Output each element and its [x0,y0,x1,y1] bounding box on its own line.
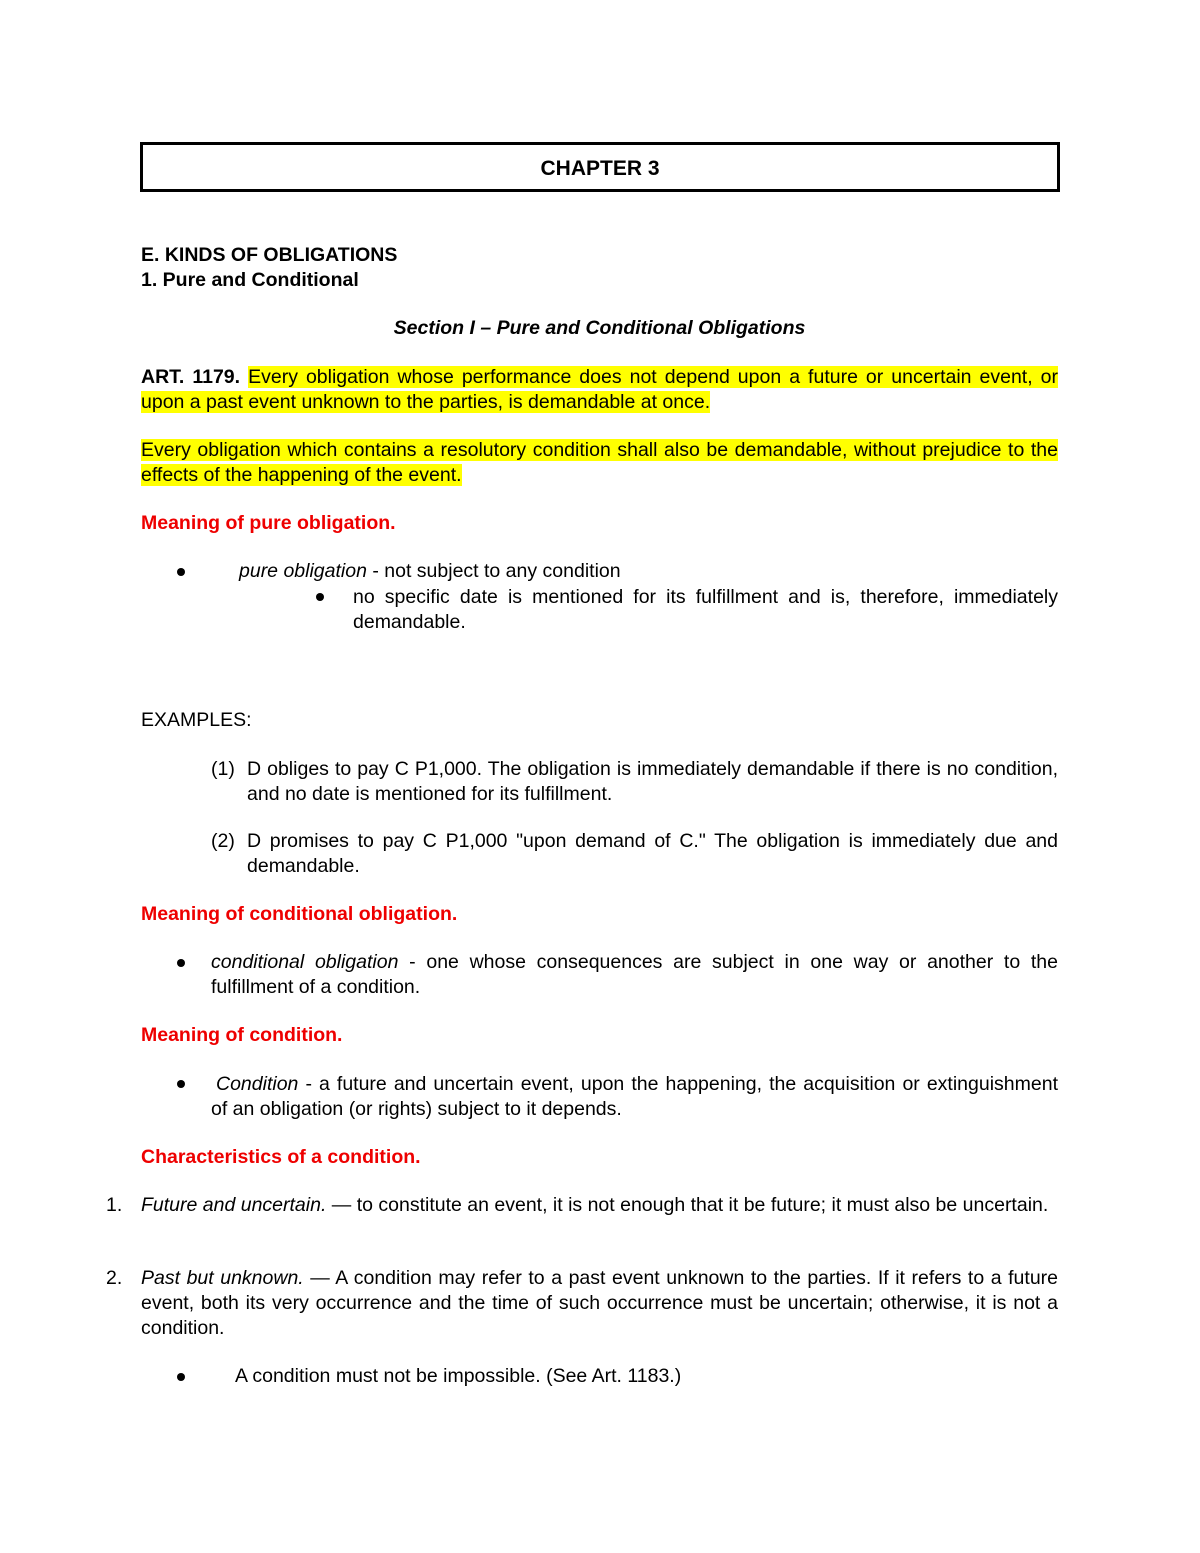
characteristic-2-term: Past but unknown. [141,1267,304,1289]
conditional-obligation-text: - one whose consequences are subject in one way or another to the fulfillment of a condition. [211,951,1058,998]
pure-obligation-term: pure obligation [239,560,367,582]
heading-kinds-of-obligations: E. KINDS OF OBLIGATIONS [141,244,398,266]
bullet-icon [177,1373,185,1381]
pure-obligation-text: - not subject to any condition [366,560,621,582]
art-1179-label: ART. 1179. [141,366,241,388]
bullet-icon [177,568,185,576]
characteristic-2 [141,1266,1058,1341]
characteristic-1-term: Future and uncertain. [141,1194,327,1216]
section-title: Section I – Pure and Conditional Obligations [393,317,806,339]
condition-impossible-note: A condition must not be impossible. (See Art. 1183.) [235,1365,682,1387]
example-1-text: D obliges to pay C P1,000. The obligation is immediately demandable if there is no condition, and no date is mentioned for its fulfillment. [247,758,1058,805]
example-1-number: (1) [211,758,235,780]
bullet-icon [177,1080,185,1088]
pure-obligation-definition [239,559,1058,584]
bullet-icon [177,959,185,967]
heading-meaning-condition: Meaning of condition. [141,1024,343,1046]
condition-definition [211,1072,1058,1122]
characteristic-2-number: 2. [106,1267,123,1289]
heading-meaning-conditional: Meaning of conditional obligation. [141,903,458,925]
art-1179-paragraph-2 [141,438,1058,488]
condition-term: Condition [216,1073,299,1095]
characteristic-1-text: — to constitute an event, it is not enough that it be future; it must also be uncertain. [326,1194,1049,1216]
chapter-title: CHAPTER 3 [540,157,660,180]
heading-meaning-pure: Meaning of pure obligation. [141,512,396,534]
sub-bullet-icon [316,593,324,601]
art-1179-paragraph [141,365,1058,415]
chapter-title-box [140,142,1060,192]
conditional-obligation-definition [211,950,1058,1000]
art-1179-text-2: Every obligation which contains a resolutory condition shall also be demandable, without prejudice to the effects of the happening of the event. [141,439,1058,486]
characteristic-1 [141,1193,1058,1218]
characteristic-2-text: — A condition may refer to a past event unknown to the parties. If it refers to a future event, both its very occurrence and the time of such occurrence must be uncertain; otherwise, it is not a condition. [141,1267,1059,1339]
condition-text: - a future and uncertain event, upon the happening, the acquisition or extinguishment of an obligation (or rights) subject to it depends. [211,1073,1058,1120]
characteristic-1-number: 1. [106,1194,123,1216]
conditional-obligation-term: conditional obligation [211,951,399,973]
example-2-text: D promises to pay C P1,000 "upon demand of C." The obligation is immediately due and demandable. [247,830,1058,877]
example-2-number: (2) [211,830,235,852]
examples-label: EXAMPLES: [141,709,252,731]
heading-characteristics: Characteristics of a condition. [141,1146,421,1168]
pure-obligation-sub-point: no specific date is mentioned for its fulfillment and is, therefore, immediately demandable. [353,586,1058,633]
heading-pure-and-conditional: 1. Pure and Conditional [141,269,359,291]
art-1179-text: Every obligation whose performance does not depend upon a future or uncertain event, or upon a past event unknown to the parties, is demandable at once. [141,366,1058,413]
